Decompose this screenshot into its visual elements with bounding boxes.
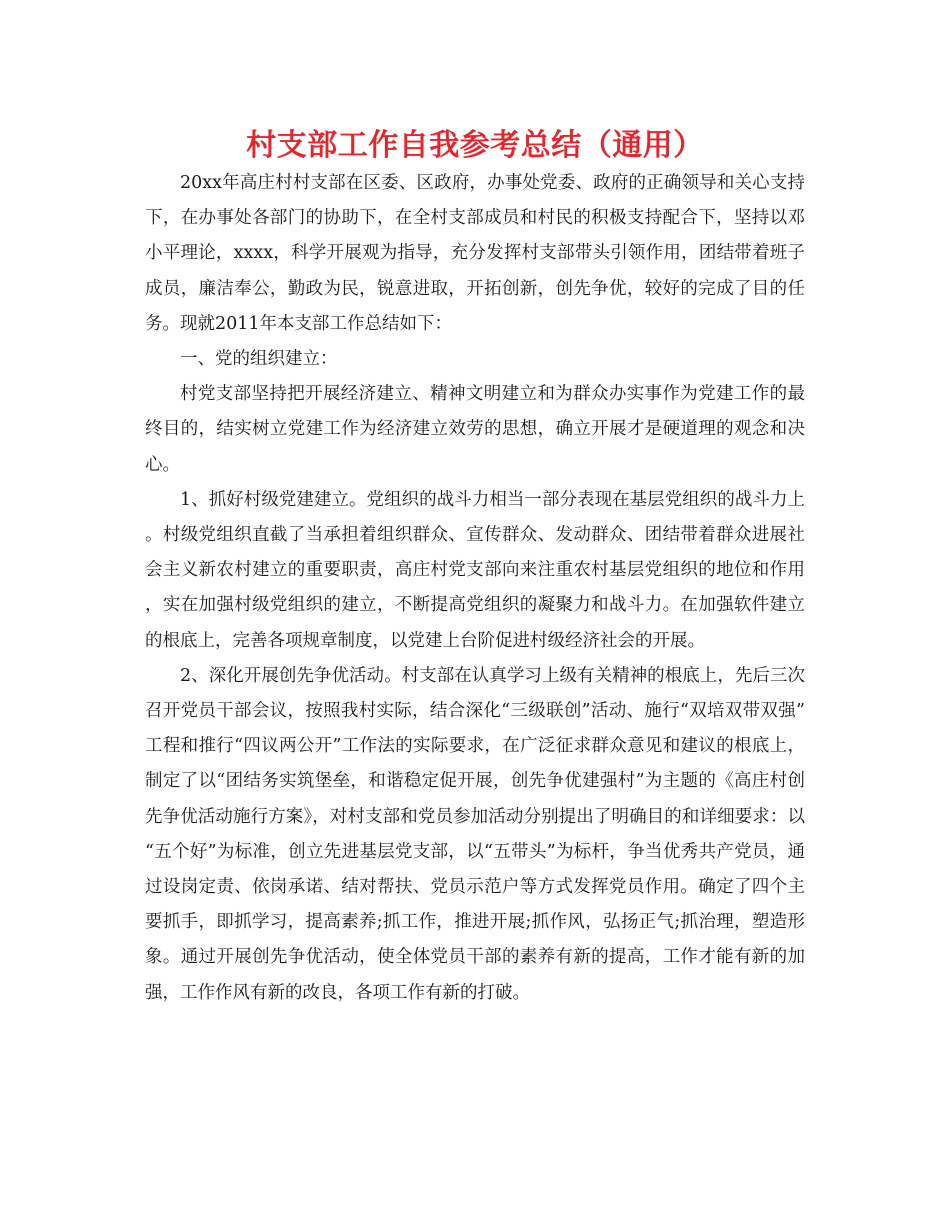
- section-heading-party-organization: 一、党的组织建立：: [180, 349, 338, 370]
- paragraph-intro: 20xx年高庄村村支部在区委、区政府，办事处党委、政府的正确领导和关心支持下，在办事处各部门的协助下，在全村支部成员和村民的积极支持配合下，坚持以邓小平理论，xxxx，科学开展观为指导，充分发挥村支部带头引领作用，团结带着班子成员，廉洁奉公，勤政为民，锐意进取，开拓创新，创先争优，较好的完成了目的任务。现就2011年本支部工作总结如下：: [145, 173, 805, 334]
- paragraph-item-1: 1、抓好村级党建建立。党组织的战斗力相当一部分表现在基层党组织的战斗力上。村级党组织直截了当承担着组织群众、宣传群众、发动群众、团结带着群众进展社会主义新农村建立的重要职责，高庄村党支部向来注重农村基层党组织的地位和作用，实在加强村级党组织的建立，不断提高党组织的凝聚力和战斗力。在加强软件建立的根底上，完善各项规章制度，以党建上台阶促进村级经济社会的开展。: [145, 489, 805, 651]
- paragraph-item-2: 2、深化开展创先争优活动。村支部在认真学习上级有关精神的根底上，先后三次召开党员干部会议，按照我村实际，结合深化“三级联创”活动、施行“双培双带双强”工程和推行“四议两公开”工作法的实际要求，在广泛征求群众意见和建议的根底上，制定了以“团结务实筑堡垒，和谐稳定促开展，创先争优建强村”为主题的《高庄村创先争优活动施行方案》，对村支部和党员参加活动分别提出了明确目的和详细要求：以“五个好”为标准，创立先进基层党支部，以“五带头”为标杆，争当优秀共产党员，通过设岗定责、依岗承诺、结对帮扶、党员示范户等方式发挥党员作用。确定了四个主要抓手，即抓学习，提高素养;抓工作，推进开展;抓作风，弘扬正气;抓治理，塑造形象。通过开展创先争优活动，使全体党员干部的素养有新的提高，工作才能有新的加强，工作作风有新的改良，各项工作有新的打破。: [145, 665, 805, 1003]
- paragraph-party-building-goal: 村党支部坚持把开展经济建立、精神文明建立和为群众办实事作为党建工作的最终目的，结实树立党建工作为经济建立效劳的思想，确立开展才是硬道理的观念和决心。: [145, 384, 805, 475]
- document-body: [145, 166, 805, 1011]
- document-title: 村支部工作自我参考总结（通用）: [246, 128, 704, 163]
